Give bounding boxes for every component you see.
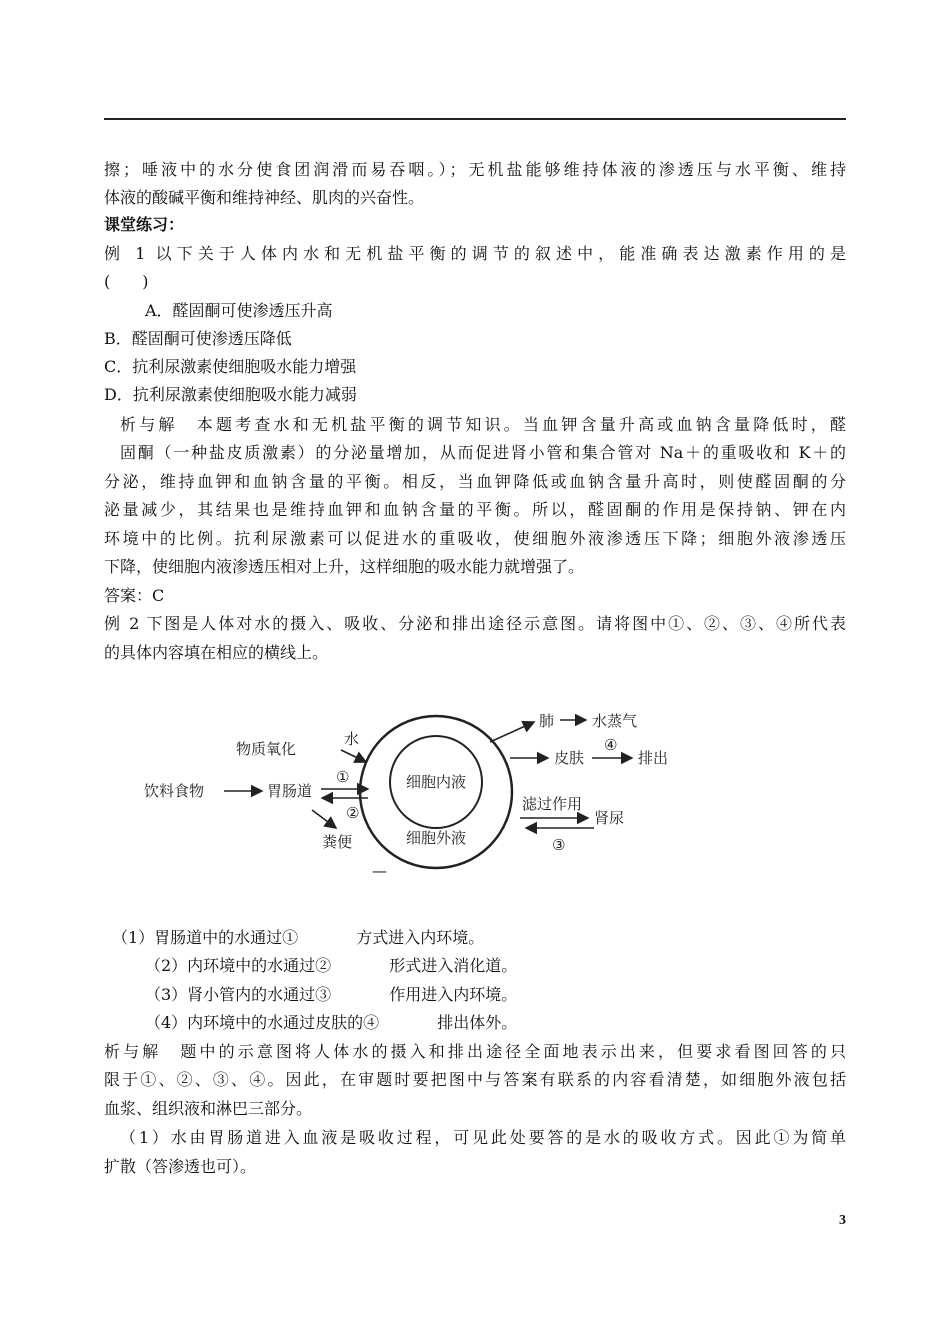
- feces-label: 粪便: [322, 833, 353, 851]
- skin-label: 皮肤: [554, 749, 585, 767]
- analysis-line: 扩散（答渗透也可）。: [104, 1157, 257, 1176]
- oxidation-label: 物质氧化: [236, 740, 297, 758]
- example2-question: 例 2 下图是人体对水的摄入、吸收、分泌和排出途径示意图。请将图中①、②、③、④所代表: [104, 614, 846, 633]
- question-2-prefix: （2）内环境中的水通过②: [145, 956, 332, 975]
- question-3: [145, 985, 887, 1005]
- excrete-label: 排出: [638, 749, 669, 767]
- analysis-line: 固酮（一种盐皮质激素）的分泌量增加，从而促进肾小管和集合管对 Na＋的重吸收和 K＋的: [120, 443, 846, 462]
- body-line: 擦；唾液中的水分使食团润滑而易吞咽。）；无机盐能够维持体液的渗透压与水平衡、维持: [104, 160, 846, 179]
- option-c: C．抗利尿激素使细胞吸水能力增强: [104, 357, 357, 376]
- question-1-suffix: 方式进入内环境。: [356, 928, 485, 947]
- analysis-line: （1）水由胃肠道进入血液是吸收过程，可见此处要答的是水的吸收方式。因此①为简单: [120, 1128, 846, 1147]
- header-rule: [104, 118, 846, 120]
- example1-question: 例 1 以下关于人体内水和无机盐平衡的调节的叙述中，能准确表达激素作用的是: [104, 244, 846, 263]
- gi-label: 胃肠道: [267, 782, 313, 800]
- question-1: [112, 928, 854, 948]
- analysis-line: 血浆、组织液和淋巴三部分。: [104, 1099, 313, 1118]
- marker-3: ③: [552, 836, 566, 854]
- filtration-label: 滤过作用: [522, 795, 583, 813]
- food-label: 饮料食物: [144, 782, 205, 800]
- analysis-line: 析与解 本题考查水和无机盐平衡的调节知识。当血钾含量升高或血钠含量降低时，醛: [120, 415, 846, 434]
- arrow-feces: [312, 810, 336, 828]
- intracellular-label: 细胞内液: [406, 773, 467, 791]
- analysis-line: 泌量减少，其结果也是维持血钾和血钠含量的平衡。所以，醛固酮的作用是保持钠、钾在内: [104, 500, 846, 519]
- option-a: A．醛固酮可使渗透压升高: [145, 301, 333, 320]
- marker-2: ②: [346, 804, 360, 822]
- option-b: B．醛固酮可使渗透压降低: [104, 329, 292, 348]
- water-label: 水: [344, 730, 360, 748]
- example2-question: 的具体内容填在相应的横线上。: [104, 643, 329, 662]
- body-line: 体液的酸碱平衡和维持神经、肌肉的兴奋性。: [104, 188, 425, 207]
- marker-4: ④: [604, 736, 618, 754]
- question-2-suffix: 形式进入消化道。: [389, 956, 518, 975]
- extracellular-label: 细胞外液: [406, 829, 467, 847]
- question-1-prefix: （1）胃肠道中的水通过①: [112, 928, 299, 947]
- analysis-line: 下降，使细胞内液渗透压相对上升，这样细胞的吸水能力就增强了。: [104, 557, 585, 576]
- question-3-suffix: 作用进入内环境。: [389, 985, 518, 1004]
- question-4-suffix: 排出体外。: [437, 1013, 518, 1032]
- analysis-line: 环境中的比例。抗利尿激素可以促进水的重吸收，使细胞外液渗透压下降；细胞外液渗透压: [104, 529, 846, 548]
- arrow-oxidation: [341, 750, 366, 762]
- example1-paren: ( ): [104, 272, 149, 291]
- option-d: D．抗利尿激素使细胞吸水能力减弱: [104, 385, 357, 404]
- marker-1: ①: [336, 768, 350, 786]
- lung-label: 肺: [539, 712, 555, 730]
- dash-mark: —: [372, 862, 387, 880]
- analysis-line: 析与解 题中的示意图将人体水的摄入和排出途径全面地表示出来，但要求看图回答的只: [104, 1042, 846, 1061]
- water-pathway-diagram: [136, 700, 696, 890]
- answer-line: 答案：C: [104, 586, 165, 605]
- arrow-lung: [490, 722, 534, 742]
- analysis-line: 分泌，维持血钾和血钠含量的平衡。相反，当血钾降低或血钠含量升高时，则使醛固酮的分: [104, 472, 846, 491]
- page-number: 3: [839, 1213, 846, 1228]
- kidney-label: 肾尿: [594, 809, 625, 827]
- question-2: [145, 956, 887, 976]
- analysis-line: 限于①、②、③、④。因此，在审题时要把图中与答案有联系的内容看清楚，如细胞外液包括: [104, 1070, 846, 1089]
- section-heading: 课堂练习：: [104, 215, 185, 234]
- question-3-prefix: （3）肾小管内的水通过③: [145, 985, 332, 1004]
- question-4-prefix: （4）内环境中的水通过皮肤的④: [145, 1013, 380, 1032]
- vapor-label: 水蒸气: [592, 712, 638, 730]
- question-4: [145, 1013, 887, 1033]
